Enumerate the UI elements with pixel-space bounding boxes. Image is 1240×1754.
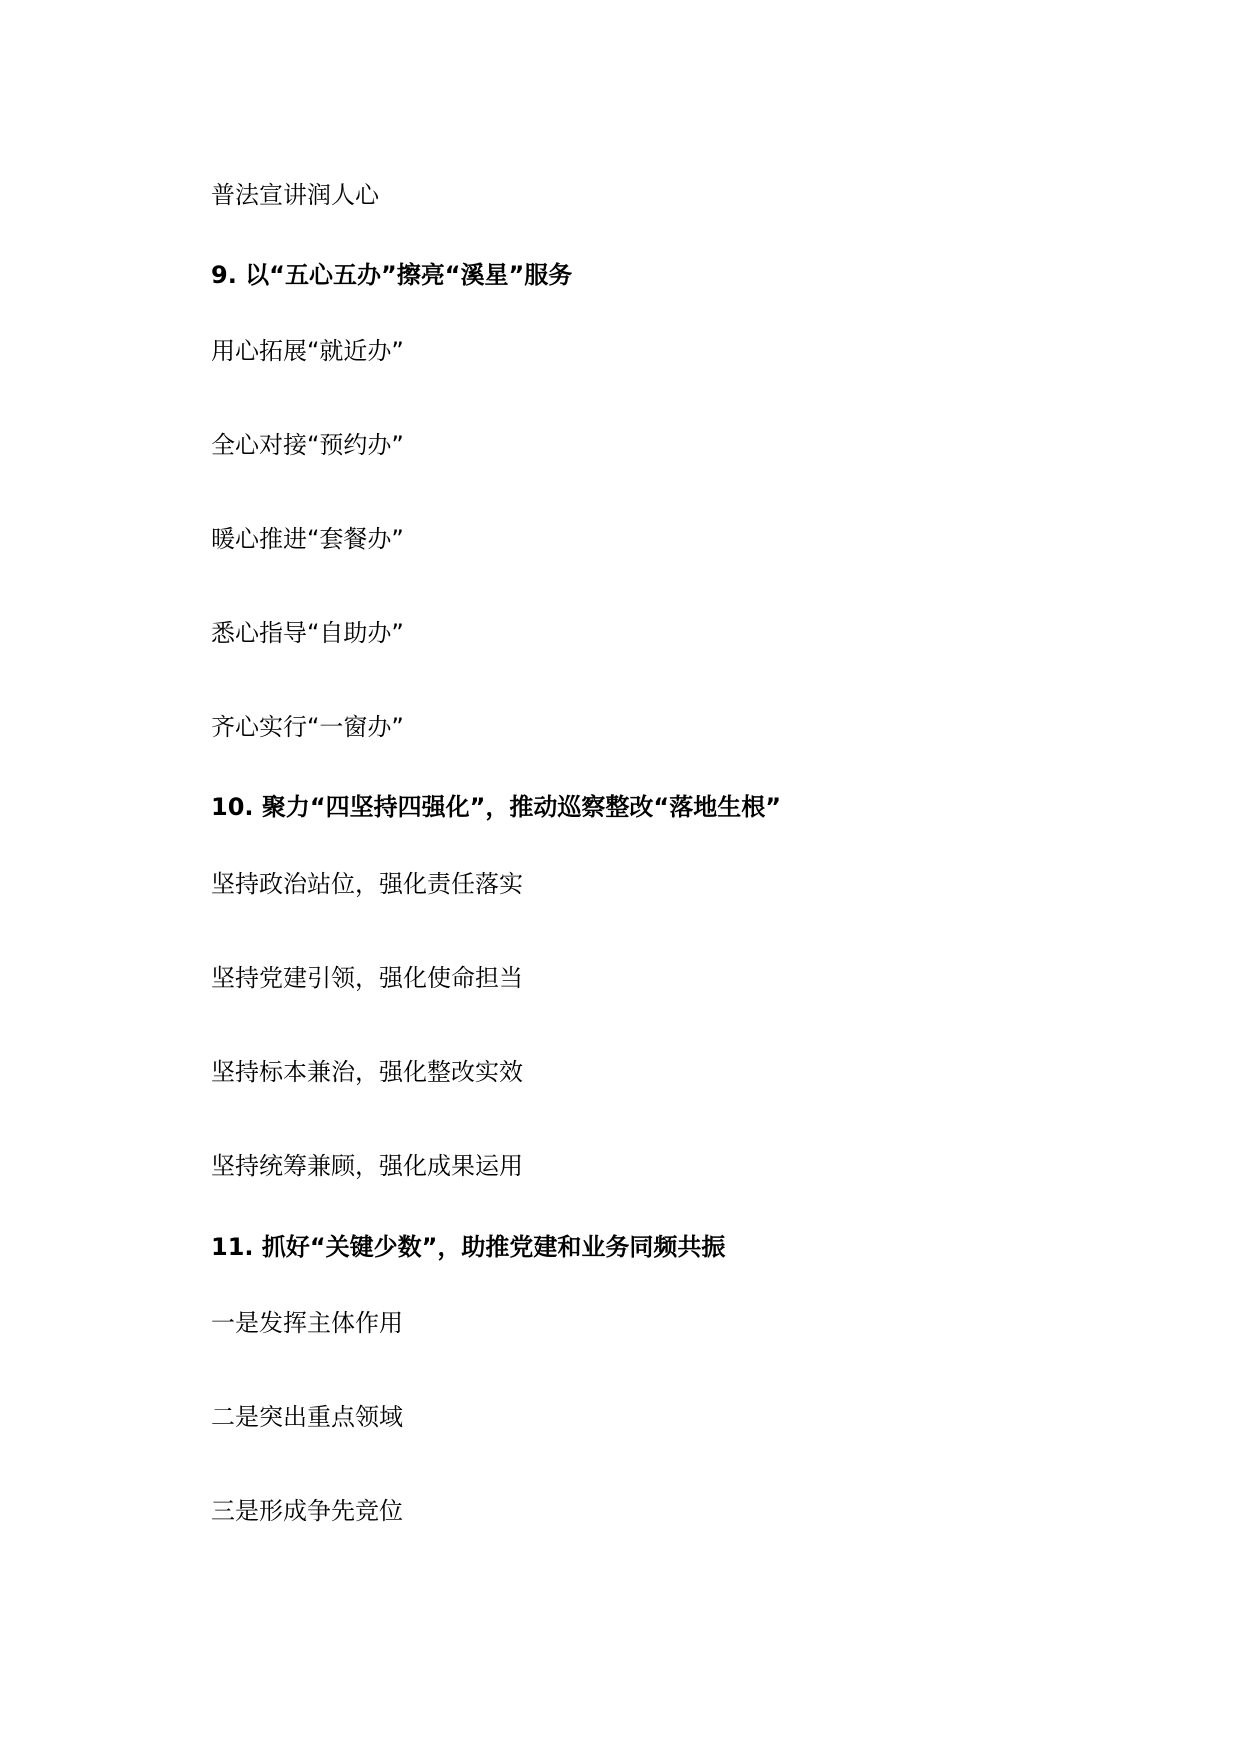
section-11-item-3: 三是形成争先竞位: [211, 1497, 403, 1525]
section-9-heading: 9. 以“五心五办”擦亮“溪星”服务: [211, 261, 573, 289]
section-9-item-2: 全心对接“预约办”: [211, 431, 404, 459]
section-9-item-5: 齐心实行“一窗办”: [211, 713, 404, 741]
intro-line: 普法宣讲润人心: [211, 181, 379, 209]
section-9-item-4: 悉心指导“自助办”: [211, 619, 404, 647]
section-10-heading: 10. 聚力“四坚持四强化”，推动巡察整改“落地生根”: [211, 793, 781, 821]
section-9-item-1: 用心拓展“就近办”: [211, 337, 404, 365]
section-10-item-4: 坚持统筹兼顾，强化成果运用: [211, 1152, 523, 1180]
section-11-heading: 11. 抓好“关键少数”，助推党建和业务同频共振: [211, 1233, 726, 1261]
section-10-item-1: 坚持政治站位，强化责任落实: [211, 870, 523, 898]
section-10-item-2: 坚持党建引领，强化使命担当: [211, 964, 523, 992]
section-9-item-3: 暖心推进“套餐办”: [211, 525, 404, 553]
section-11-item-1: 一是发挥主体作用: [211, 1309, 403, 1337]
section-10-item-3: 坚持标本兼治，强化整改实效: [211, 1058, 523, 1086]
section-11-item-2: 二是突出重点领域: [211, 1403, 403, 1431]
